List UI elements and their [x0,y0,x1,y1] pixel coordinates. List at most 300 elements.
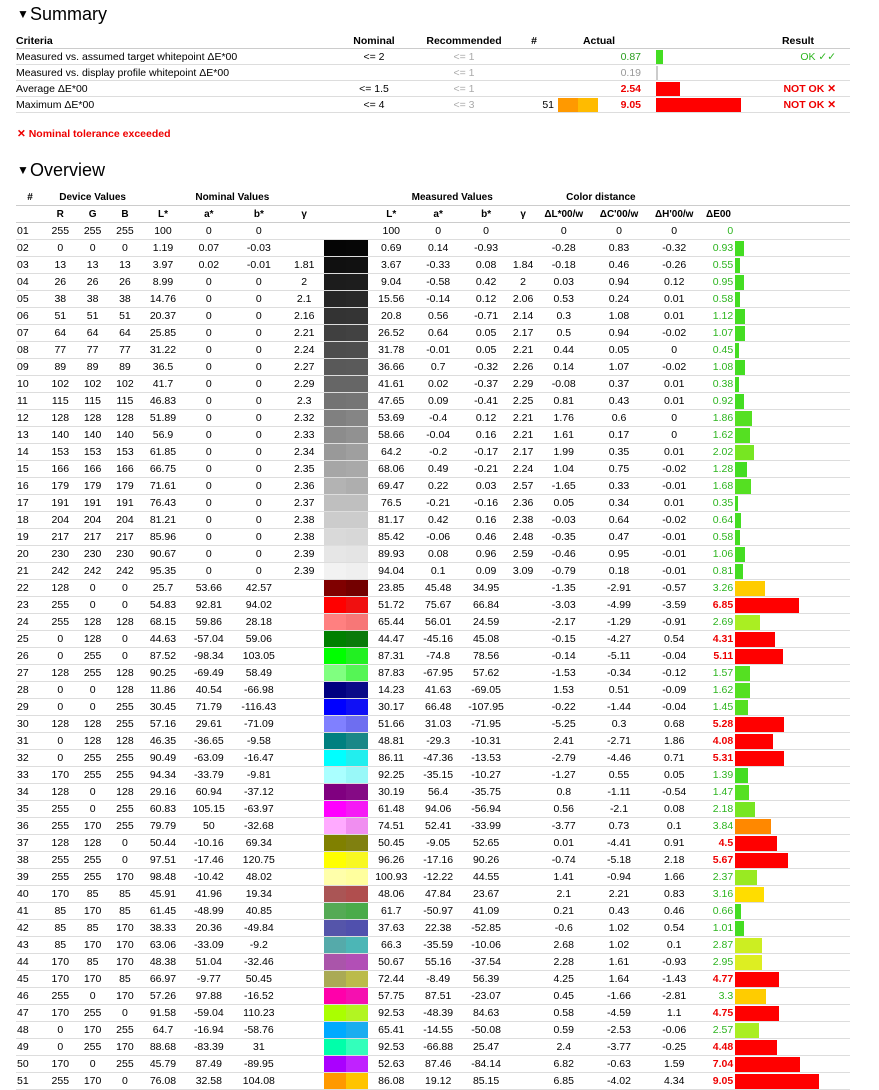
measured-gamma [510,954,536,971]
delta-e: 0.92 [702,393,735,410]
delta-e: 1.45 [702,699,735,716]
measured-b: 56.39 [462,971,510,988]
delta-l: 0.14 [536,359,591,376]
delta-e: 0.93 [702,240,735,257]
swatch-half [346,427,368,443]
measured-a: -29.3 [414,733,462,750]
nominal-l: 45.91 [141,886,185,903]
nominal-gamma [285,699,324,716]
swatch-half [346,223,368,239]
delta-c: -5.11 [591,648,646,665]
swatch-half [346,818,368,834]
device-b: 170 [109,869,141,886]
swatch-half [346,835,368,851]
measured-b: -10.06 [462,937,510,954]
delta-l: -1.65 [536,478,591,495]
delta-e: 4.08 [702,733,735,750]
nominal-a: 0 [185,359,233,376]
delta-l: 1.04 [536,461,591,478]
measured-b: 0.46 [462,529,510,546]
color-swatch [324,648,369,665]
nominal-b: -66.98 [233,682,285,699]
color-swatch [324,223,369,240]
nominal-gamma: 2.1 [285,291,324,308]
nominal-a: 0 [185,393,233,410]
col-g: G [76,206,108,223]
delta-l: -3.03 [536,597,591,614]
delta-e-bar-cell [735,1056,850,1073]
nominal-b: 0 [233,529,285,546]
row-number: 09 [16,359,44,376]
delta-l: 0.45 [536,988,591,1005]
device-b: 77 [109,342,141,359]
row-number: 12 [16,410,44,427]
nominal-a: 0.07 [185,240,233,257]
delta-e: 2.37 [702,869,735,886]
delta-e-bar-cell [735,410,850,427]
measured-b: 41.09 [462,903,510,920]
delta-e: 3.3 [702,988,735,1005]
nominal-l: 8.99 [141,274,185,291]
recommended-cell: <= 1 [414,65,514,81]
nominal-b: -116.43 [233,699,285,716]
measured-gamma: 2.21 [510,410,536,427]
delta-e: 1.62 [702,682,735,699]
delta-c: 0.3 [591,716,646,733]
table-row [16,376,850,393]
delta-l: -3.77 [536,818,591,835]
nominal-b: 0 [233,410,285,427]
nominal-a: 0 [185,427,233,444]
delta-e: 1.57 [702,665,735,682]
device-r: 255 [44,614,76,631]
nominal-cell: <= 1.5 [334,81,414,97]
delta-l: 0.8 [536,784,591,801]
device-b: 255 [109,716,141,733]
col-measured-l: L* [368,206,414,223]
device-g: 128 [76,614,108,631]
delta-c: 0.47 [591,529,646,546]
nominal-l: 56.9 [141,427,185,444]
measured-b: 78.56 [462,648,510,665]
measured-l: 26.52 [368,325,414,342]
table-row [16,665,850,682]
nominal-a: 0 [185,325,233,342]
measured-l: 37.63 [368,920,414,937]
table-row [16,274,850,291]
device-g: 13 [76,257,108,274]
delta-h: 1.1 [647,1005,702,1022]
device-r: 255 [44,801,76,818]
nominal-b: 120.75 [233,852,285,869]
color-swatch [324,597,369,614]
nominal-a: -17.46 [185,852,233,869]
color-swatch [324,784,369,801]
delta-e-bar-cell [735,971,850,988]
device-g: 140 [76,427,108,444]
measured-b: 0.08 [462,257,510,274]
delta-e-bar [735,989,766,1004]
swatch-half [346,665,368,681]
device-g: 0 [76,580,108,597]
nominal-gamma: 2.38 [285,512,324,529]
nominal-a: 0 [185,342,233,359]
table-row [16,580,850,597]
nominal-gamma: 2.3 [285,393,324,410]
overview-table [16,190,850,1090]
measured-b: 57.62 [462,665,510,682]
swatch-pair [324,648,369,664]
measured-b: 0 [462,223,510,240]
table-row [16,971,850,988]
device-g: 230 [76,546,108,563]
delta-h: -0.02 [647,359,702,376]
device-g: 85 [76,920,108,937]
swatch-half [324,665,346,681]
delta-e-bar-cell [735,257,850,274]
measured-l: 3.67 [368,257,414,274]
delta-h: 0.05 [647,767,702,784]
delta-e-bar-cell [735,1073,850,1090]
device-g: 153 [76,444,108,461]
measured-a: 0.56 [414,308,462,325]
nominal-b: -89.95 [233,1056,285,1073]
table-row [16,614,850,631]
swatch-half [346,461,368,477]
nominal-gamma [285,954,324,971]
measured-b: -84.14 [462,1056,510,1073]
color-swatch [324,291,369,308]
row-number: 34 [16,784,44,801]
swatch-half [324,1039,346,1055]
nominal-l: 66.75 [141,461,185,478]
delta-e-bar-cell [735,512,850,529]
device-r: 170 [44,1056,76,1073]
delta-l: -1.53 [536,665,591,682]
delta-e: 0.64 [702,512,735,529]
device-b: 0 [109,631,141,648]
delta-e-bar-cell [735,274,850,291]
swatch-half [578,98,598,112]
delta-e-bar-cell [735,784,850,801]
delta-e-bar [735,258,740,273]
row-number: 22 [16,580,44,597]
measured-l: 9.04 [368,274,414,291]
delta-e: 9.05 [702,1073,735,1090]
measured-a: -50.97 [414,903,462,920]
swatch-half [324,291,346,307]
device-r: 0 [44,750,76,767]
delta-e-bar [735,394,744,409]
device-b: 179 [109,478,141,495]
nominal-a: -98.34 [185,648,233,665]
delta-h: 0 [647,427,702,444]
swatch-pair [324,835,369,851]
delta-h: 0.01 [647,291,702,308]
nominal-gamma [285,665,324,682]
nominal-l: 50.44 [141,835,185,852]
color-swatch [324,376,369,393]
device-r: 128 [44,784,76,801]
table-row [16,920,850,937]
delta-h: -2.81 [647,988,702,1005]
delta-e-bar-cell [735,546,850,563]
swatch-pair [324,784,369,800]
row-number: 43 [16,937,44,954]
swatch-pair [324,223,369,239]
nominal-b: 40.85 [233,903,285,920]
device-g: 0 [76,784,108,801]
nominal-gamma [285,988,324,1005]
delta-h: -0.54 [647,784,702,801]
table-row [16,716,850,733]
delta-e: 0.38 [702,376,735,393]
color-swatch [324,835,369,852]
device-b: 230 [109,546,141,563]
device-b: 166 [109,461,141,478]
row-number: 06 [16,308,44,325]
delta-e: 1.12 [702,308,735,325]
swatch-half [324,937,346,953]
criteria-cell: Average ΔE*00 [16,81,334,97]
swatch-half [324,631,346,647]
swatch-pair [324,529,369,545]
row-number: 05 [16,291,44,308]
nominal-a: -10.42 [185,869,233,886]
swatch-half [324,512,346,528]
swatch-pair [324,308,369,324]
nominal-l: 81.21 [141,512,185,529]
row-number: 47 [16,1005,44,1022]
measured-gamma [510,631,536,648]
swatch-pair [324,376,369,392]
color-swatch [324,427,369,444]
device-g: 115 [76,393,108,410]
delta-e-bar-cell [735,597,850,614]
collapse-triangle-icon[interactable]: ▼ [17,163,29,177]
nominal-gamma [285,1005,324,1022]
row-number: 50 [16,1056,44,1073]
measured-b: 23.67 [462,886,510,903]
actual-bar [656,98,741,112]
delta-l: -0.22 [536,699,591,716]
measured-gamma: 2.25 [510,393,536,410]
measured-b: -71.95 [462,716,510,733]
overview-heading[interactable]: ▼Overview [17,160,106,180]
device-b: 170 [109,937,141,954]
device-g: 255 [76,648,108,665]
nominal-l: 57.16 [141,716,185,733]
device-b: 255 [109,1056,141,1073]
swatch-pair [324,665,369,681]
device-r: 64 [44,325,76,342]
measured-b: 52.65 [462,835,510,852]
delta-e: 0.81 [702,563,735,580]
nominal-gamma [285,750,324,767]
swatch-half [346,580,368,596]
delta-c: 0.34 [591,495,646,512]
delta-l: -0.46 [536,546,591,563]
nominal-b: -9.58 [233,733,285,750]
measured-a: 75.67 [414,597,462,614]
delta-e: 2.69 [702,614,735,631]
nominal-gamma: 2.38 [285,529,324,546]
nominal-gamma [285,682,324,699]
table-row [16,461,850,478]
collapse-triangle-icon[interactable]: ▼ [17,7,29,21]
measured-a: -14.55 [414,1022,462,1039]
measured-b: -0.93 [462,240,510,257]
delta-c: -4.41 [591,835,646,852]
measured-l: 86.08 [368,1073,414,1090]
measured-a: 94.06 [414,801,462,818]
nominal-a: -36.65 [185,733,233,750]
delta-e-bar [735,1057,800,1072]
measured-l: 89.93 [368,546,414,563]
nominal-b: -16.47 [233,750,285,767]
measured-b: -0.32 [462,359,510,376]
delta-l: 1.76 [536,410,591,427]
measured-b: 44.55 [462,869,510,886]
measured-b: -0.21 [462,461,510,478]
device-b: 0 [109,1073,141,1090]
device-g: 89 [76,359,108,376]
delta-l: 0.44 [536,342,591,359]
measured-gamma [510,920,536,937]
device-r: 255 [44,223,76,240]
measured-gamma [510,614,536,631]
delta-h: -3.59 [647,597,702,614]
measured-l: 53.69 [368,410,414,427]
delta-h: 1.66 [647,869,702,886]
delta-c: 0.73 [591,818,646,835]
device-g: 170 [76,818,108,835]
delta-e: 5.28 [702,716,735,733]
measured-l: 0.69 [368,240,414,257]
device-r: 0 [44,1022,76,1039]
row-number: 40 [16,886,44,903]
delta-l: 1.41 [536,869,591,886]
measured-a: 0.1 [414,563,462,580]
device-g: 170 [76,971,108,988]
swatch-half [324,461,346,477]
measured-l: 94.04 [368,563,414,580]
nominal-gamma [285,886,324,903]
delta-e-bar [735,343,739,358]
delta-l: -1.27 [536,767,591,784]
delta-e-bar-cell [735,614,850,631]
delta-h: -1.43 [647,971,702,988]
device-g: 0 [76,801,108,818]
delta-e-bar-cell [735,223,850,240]
delta-c: -4.59 [591,1005,646,1022]
device-r: 128 [44,665,76,682]
device-r: 179 [44,478,76,495]
table-row [16,563,850,580]
delta-e-bar-cell [735,240,850,257]
device-r: 89 [44,359,76,376]
table-row [16,937,850,954]
nominal-a: -59.04 [185,1005,233,1022]
swatch-half [346,920,368,936]
row-number: 45 [16,971,44,988]
table-row [16,529,850,546]
device-r: 166 [44,461,76,478]
measured-a: -17.16 [414,852,462,869]
swatch-half [346,1056,368,1072]
delta-c: 0.43 [591,393,646,410]
summary-heading[interactable]: ▼Summary [17,4,108,24]
spacer-cell [644,97,656,113]
device-b: 115 [109,393,141,410]
delta-l: 1.53 [536,682,591,699]
color-swatch [324,1056,369,1073]
measured-gamma: 2.24 [510,461,536,478]
delta-e-bar-cell [735,903,850,920]
delta-e-bar-cell [735,1005,850,1022]
device-g: 128 [76,733,108,750]
measured-gamma [510,886,536,903]
measured-a: 0.08 [414,546,462,563]
measured-gamma [510,1022,536,1039]
delta-c: 0.18 [591,563,646,580]
swatch-pair [324,1039,369,1055]
swatch-half [346,325,368,341]
device-b: 128 [109,733,141,750]
device-b: 153 [109,444,141,461]
result-cell: OK ✓✓ [746,49,850,65]
table-row [16,1022,850,1039]
device-g: 0 [76,682,108,699]
measured-gamma [510,648,536,665]
measured-gamma [510,767,536,784]
nominal-gamma: 1.81 [285,257,324,274]
color-swatch [324,903,369,920]
delta-c: 0.43 [591,903,646,920]
swatch-half [346,971,368,987]
nominal-gamma [285,733,324,750]
device-b: 255 [109,750,141,767]
nominal-gamma [285,869,324,886]
delta-l: -0.18 [536,257,591,274]
swatch-half [324,563,346,579]
row-number: 13 [16,427,44,444]
measured-gamma [510,733,536,750]
nominal-l: 46.83 [141,393,185,410]
swatch-pair [324,393,369,409]
swatch-half [324,580,346,596]
nominal-a: 59.86 [185,614,233,631]
table-row [16,733,850,750]
measured-a: 87.51 [414,988,462,1005]
delta-h: 0.1 [647,818,702,835]
color-swatch [324,733,369,750]
row-number: 18 [16,512,44,529]
device-g: 128 [76,716,108,733]
delta-e: 3.84 [702,818,735,835]
bar-cell [656,81,746,97]
nominal-b: 0 [233,393,285,410]
device-g: 0 [76,597,108,614]
nominal-l: 61.85 [141,444,185,461]
nominal-l: 25.85 [141,325,185,342]
delta-l: 2.1 [536,886,591,903]
delta-e-bar [735,377,739,392]
swatch-half [346,257,368,273]
device-b: 128 [109,614,141,631]
nominal-a: 0 [185,512,233,529]
swatch-half [346,512,368,528]
